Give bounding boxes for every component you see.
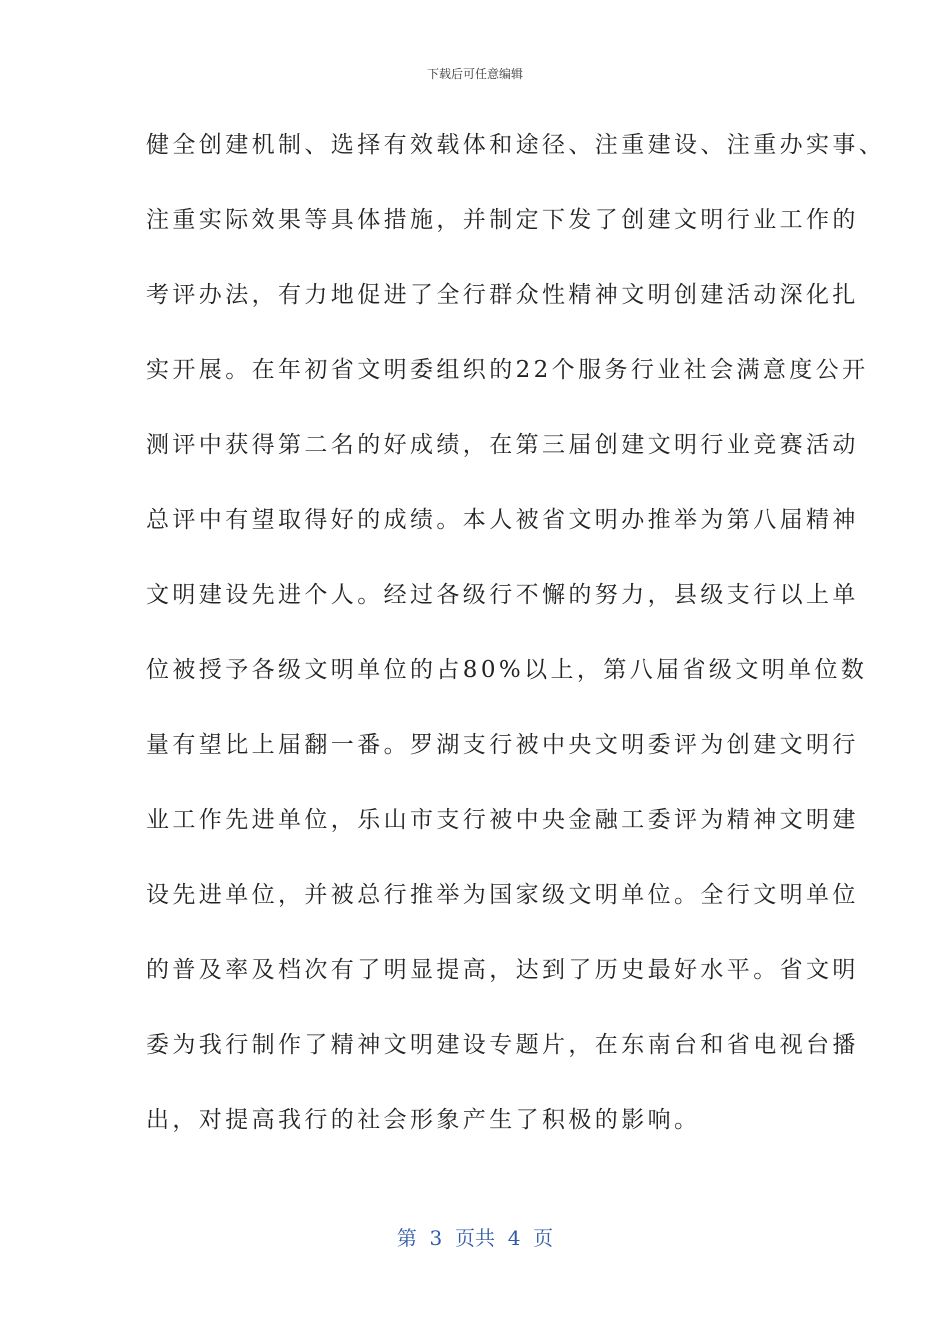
- body-text: [146, 120, 886, 1170]
- text-line: 考评办法，有力地促进了全行群众性精神文明创建活动深化扎: [146, 282, 859, 308]
- text-line: 文明建设先进个人。经过各级行不懈的努力，县级支行以上单: [146, 582, 859, 608]
- text-line: 量有望比上届翻一番。罗湖支行被中央文明委评为创建文明行: [146, 732, 859, 758]
- text-line: 测评中获得第二名的好成绩，在第三届创建文明行业竞赛活动: [146, 432, 859, 458]
- text-line: 实开展。在年初省文明委组织的22个服务行业社会满意度公开: [146, 357, 869, 383]
- text-line: 业工作先进单位，乐山市支行被中央金融工委评为精神文明建: [146, 807, 859, 833]
- text-line: 总评中有望取得好的成绩。本人被省文明办推举为第八届精神: [146, 507, 859, 533]
- text-line: 委为我行制作了精神文明建设专题片，在东南台和省电视台播: [146, 1032, 859, 1058]
- text-line: 的普及率及档次有了明显提高，达到了历史最好水平。省文明: [146, 957, 859, 983]
- text-line: 出，对提高我行的社会形象产生了积极的影响。: [146, 1107, 701, 1133]
- page-number-footer: 第 3 页共 4 页: [396, 1226, 554, 1250]
- text-line: 健全创建机制、选择有效载体和途径、注重建设、注重办实事、: [146, 132, 886, 158]
- text-line: 设先进单位，并被总行推举为国家级文明单位。全行文明单位: [146, 882, 859, 908]
- text-line: 注重实际效果等具体措施，并制定下发了创建文明行业工作的: [146, 207, 859, 233]
- page-header: 下载后可任意编辑: [426, 67, 523, 81]
- text-line: 位被授予各级文明单位的占80%以上，第八届省级文明单位数: [146, 657, 868, 683]
